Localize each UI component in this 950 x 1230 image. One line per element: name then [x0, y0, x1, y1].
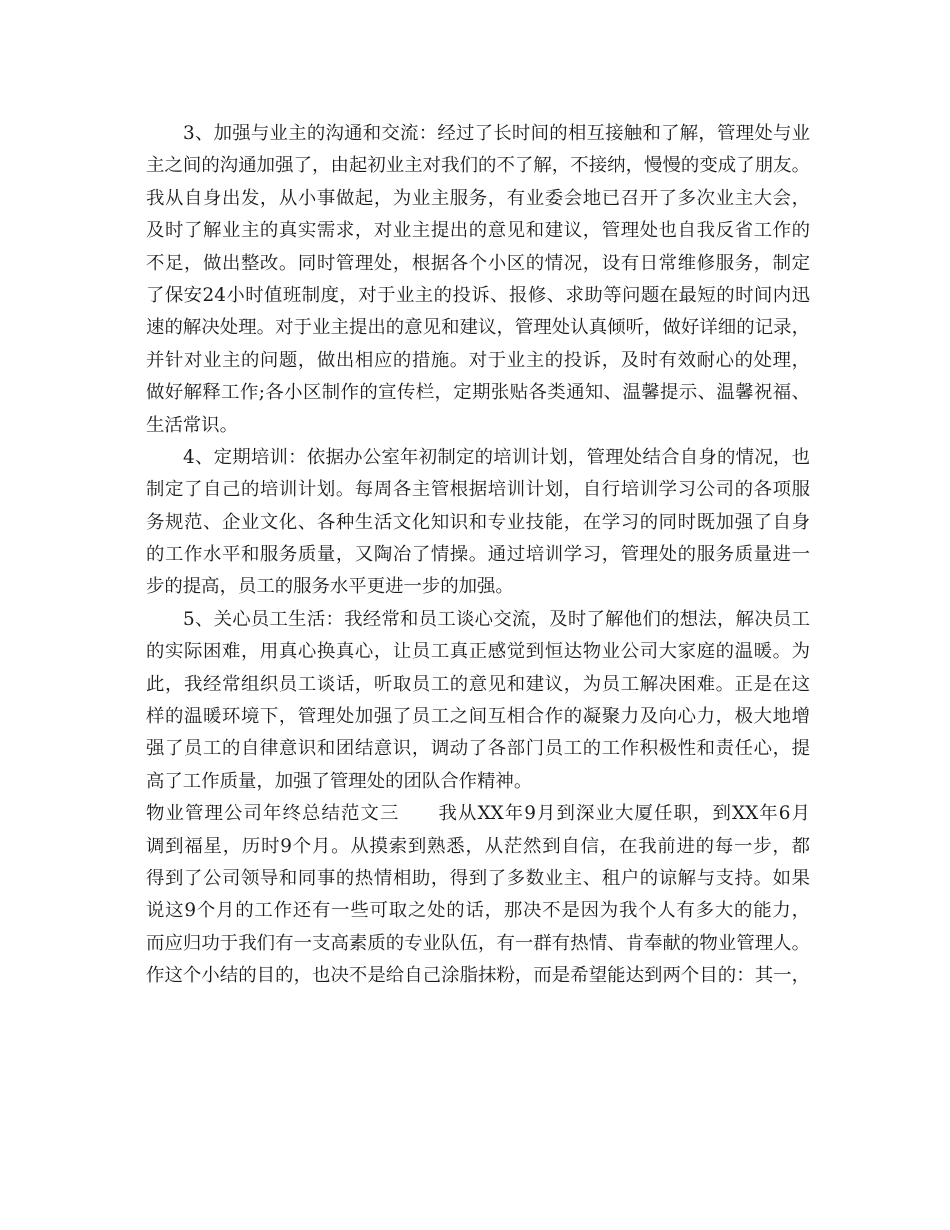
text-line: 强了员工的自律意识和团结意识，调动了各部门员工的工作积极性和责任心，提: [146, 738, 810, 760]
text-line: 作这个小结的目的，也决不是给自己涂脂抹粉，而是希望能达到两个目的：其一，: [146, 965, 810, 987]
text-line: 3、加强与业主的沟通和交流：经过了长时间的相互接触和了解，管理处与业: [183, 123, 810, 144]
text-line: 主之间的沟通加强了，由起初业主对我们的不了解，不接纳，慢慢的变成了朋友。: [146, 155, 810, 177]
text-line: 说这9个月的工作还有一些可取之处的话，那决不是因为我个人有多大的能力，: [146, 900, 810, 922]
text-line: 了保安24小时值班制度，对于业主的投诉、报修、求助等问题在最短的时间内迅: [146, 284, 810, 306]
text-line: 得到了公司领导和同事的热情相助，得到了多数业主、租户的谅解与支持。如果: [146, 867, 810, 889]
text-line: 生活常识。: [146, 414, 238, 436]
document-body: [146, 118, 810, 993]
text-line: 我从自身出发，从小事做起，为业主服务，有业委会地已召开了多次业主大会，: [146, 187, 810, 209]
text-line: 制定了自己的培训计划。每周各主管根据培训计划，自行培训学习公司的各项服: [146, 479, 810, 501]
text-line: 5、关心员工生活：我经常和员工谈心交流，及时了解他们的想法，解决员工: [183, 608, 810, 630]
text-line: 步的提高，员工的服务水平更进一步的加强。: [146, 576, 514, 598]
text-line: 调到福星，历时9个月。从摸索到熟悉，从茫然到自信，在我前进的每一步，都: [146, 835, 810, 857]
text-line: 做好解释工作;各小区制作的宣传栏，定期张贴各类通知、温馨提示、温馨祝福、: [146, 382, 810, 404]
text-line: 及时了解业主的真实需求，对业主提出的意见和建议，管理处也自我反省工作的: [146, 220, 810, 242]
text-line: 速的解决处理。对于业主提出的意见和建议，管理处认真倾听，做好详细的记录，: [146, 317, 810, 339]
text-line: 务规范、企业文化、各种生活文化知识和专业技能，在学习的同时既加强了自身: [146, 511, 810, 533]
text-line: 4、定期培训：依据办公室年初制定的培训计划，管理处结合自身的情况，也: [183, 446, 810, 468]
text-line: 不足，做出整改。同时管理处，根据各个小区的情况，设有日常维修服务，制定: [146, 252, 810, 274]
text-line: 样的温暖环境下，管理处加强了员工之间互相合作的凝聚力及向心力，极大地增: [146, 706, 810, 728]
text-line: 的工作水平和服务质量，又陶冶了情操。通过培训学习，管理处的服务质量进一: [146, 544, 810, 566]
text-line: 高了工作质量，加强了管理处的团队合作精神。: [146, 770, 533, 792]
text-line: 而应归功于我们有一支高素质的专业队伍，有一群有热情、肯奉献的物业管理人。: [146, 932, 810, 954]
text-line: 此，我经常组织员工谈话，听取员工的意见和建议，为员工解决困难。正是在这: [146, 673, 810, 695]
text-line: 并针对业主的问题，做出相应的措施。对于业主的投诉，及时有效耐心的处理，: [146, 349, 810, 371]
text-line: 物业管理公司年终总结范文三 我从XX年9月到深业大厦任职，到XX年6月: [146, 803, 810, 825]
text-line: 的实际困难，用真心换真心，让员工真正感觉到恒达物业公司大家庭的温暖。为: [146, 641, 810, 663]
